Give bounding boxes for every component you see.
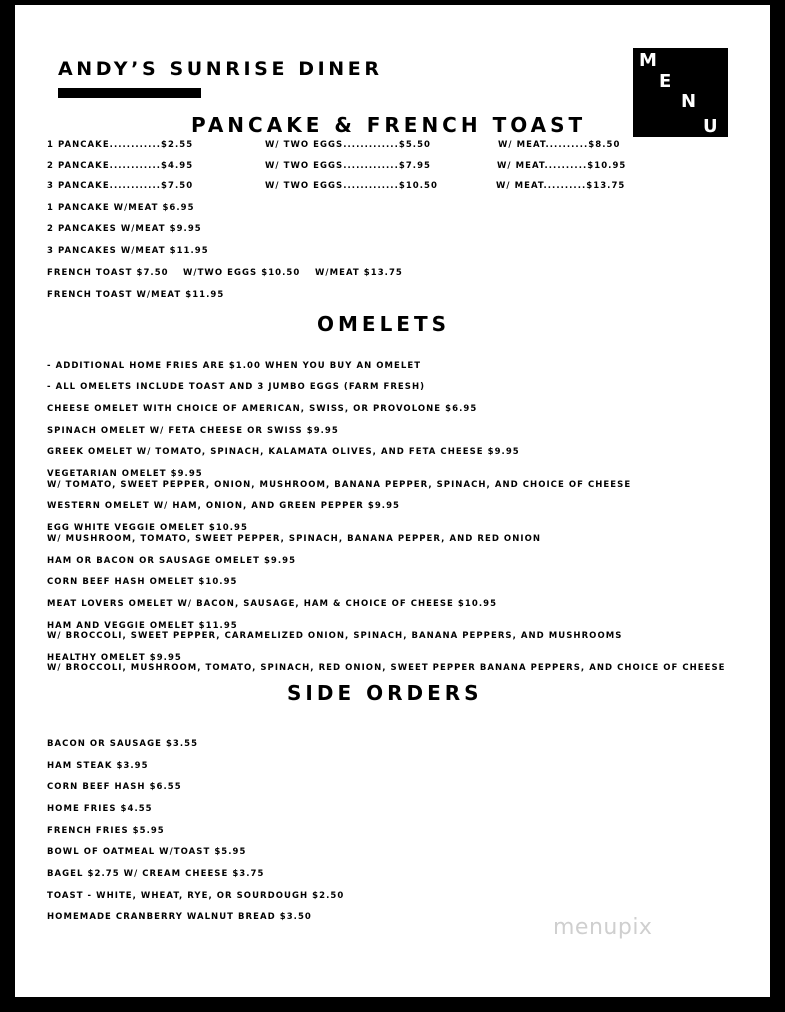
menu-item: 1 PANCAKE W/MEAT $6.95 [47,203,195,213]
menu-item: W/TWO EGGS $10.50 [183,268,301,278]
menu-item: W/ MEAT..........$13.75 [496,181,626,191]
menu-item-description: W/ MUSHROOM, TOMATO, SWEET PEPPER, SPINACH, BANANA PEPPER, AND RED ONION [47,534,542,544]
restaurant-name: ANDY’S SUNRISE DINER [58,58,383,80]
menu-item: 2 PANCAKES W/MEAT $9.95 [47,224,202,234]
menu-item: FRENCH TOAST $7.50 [47,268,169,278]
menu-item: CORN BEEF HASH $6.55 [47,782,182,792]
menu-badge [633,48,728,137]
menu-item: EGG WHITE VEGGIE OMELET $10.95 [47,523,248,533]
menu-badge-letter: M [639,50,657,71]
menu-item: W/ TWO EGGS.............$7.95 [265,161,431,171]
menupix-watermark: menupix [553,915,653,940]
menu-item: HAM STEAK $3.95 [47,761,149,771]
menu-item: W/ MEAT..........$8.50 [498,140,621,150]
menu-item: HEALTHY OMELET $9.95 [47,653,182,663]
menu-item-description: W/ BROCCOLI, MUSHROOM, TOMATO, SPINACH, RED ONION, SWEET PEPPER BANANA PEPPERS, AND CHOICE OF CHEESE [47,663,726,673]
menu-badge-letter: E [659,71,672,92]
menu-item: W/MEAT $13.75 [315,268,403,278]
menu-item: HAM AND VEGGIE OMELET $11.95 [47,621,238,631]
menu-item: CORN BEEF HASH OMELET $10.95 [47,577,238,587]
menu-item: HOME FRIES $4.55 [47,804,153,814]
menu-item: WESTERN OMELET W/ HAM, ONION, AND GREEN PEPPER $9.95 [47,501,401,511]
menu-item: W/ TWO EGGS.............$5.50 [265,140,431,150]
menu-item: GREEK OMELET W/ TOMATO, SPINACH, KALAMATA OLIVES, AND FETA CHEESE $9.95 [47,447,520,457]
menu-item: 3 PANCAKE............$7.50 [47,181,194,191]
menu-item: 1 PANCAKE............$2.55 [47,140,194,150]
section-heading-omelets: OMELETS [317,312,451,336]
menu-item: BOWL OF OATMEAL W/TOAST $5.95 [47,847,247,857]
section-heading-sides: SIDE ORDERS [287,681,483,705]
menu-item: W/ TWO EGGS.............$10.50 [265,181,438,191]
menu-item-description: W/ BROCCOLI, SWEET PEPPER, CARAMELIZED ONION, SPINACH, BANANA PEPPERS, AND MUSHROOMS [47,631,623,641]
menu-item: 2 PANCAKE............$4.95 [47,161,194,171]
menu-item: HAM OR BACON OR SAUSAGE OMELET $9.95 [47,556,297,566]
menu-badge-letter: N [681,91,697,112]
menu-note: - ALL OMELETS INCLUDE TOAST AND 3 JUMBO EGGS (FARM FRESH) [47,382,426,392]
title-underline-bar [58,88,201,98]
menu-item: FRENCH TOAST W/MEAT $11.95 [47,290,225,300]
menu-note: - ADDITIONAL HOME FRIES ARE $1.00 WHEN YOU BUY AN OMELET [47,361,422,371]
menu-item: BACON OR SAUSAGE $3.55 [47,739,199,749]
menu-item: BAGEL $2.75 W/ CREAM CHEESE $3.75 [47,869,265,879]
menu-badge-letter: U [703,116,718,137]
menu-item: W/ MEAT..........$10.95 [497,161,627,171]
menu-item: HOMEMADE CRANBERRY WALNUT BREAD $3.50 [47,912,312,922]
menu-item: VEGETARIAN OMELET $9.95 [47,469,203,479]
menu-item: MEAT LOVERS OMELET W/ BACON, SAUSAGE, HAM & CHOICE OF CHEESE $10.95 [47,599,498,609]
menu-item: CHEESE OMELET WITH CHOICE OF AMERICAN, SWISS, OR PROVOLONE $6.95 [47,404,478,414]
section-heading-pancakes: PANCAKE & FRENCH TOAST [191,113,587,137]
menu-item: 3 PANCAKES W/MEAT $11.95 [47,246,209,256]
menu-item: TOAST - WHITE, WHEAT, RYE, OR SOURDOUGH $2.50 [47,891,345,901]
menu-item-description: W/ TOMATO, SWEET PEPPER, ONION, MUSHROOM, BANANA PEPPER, SPINACH, AND CHOICE OF CHEESE [47,480,632,490]
menu-item: SPINACH OMELET W/ FETA CHEESE OR SWISS $9.95 [47,426,339,436]
menu-item: FRENCH FRIES $5.95 [47,826,165,836]
